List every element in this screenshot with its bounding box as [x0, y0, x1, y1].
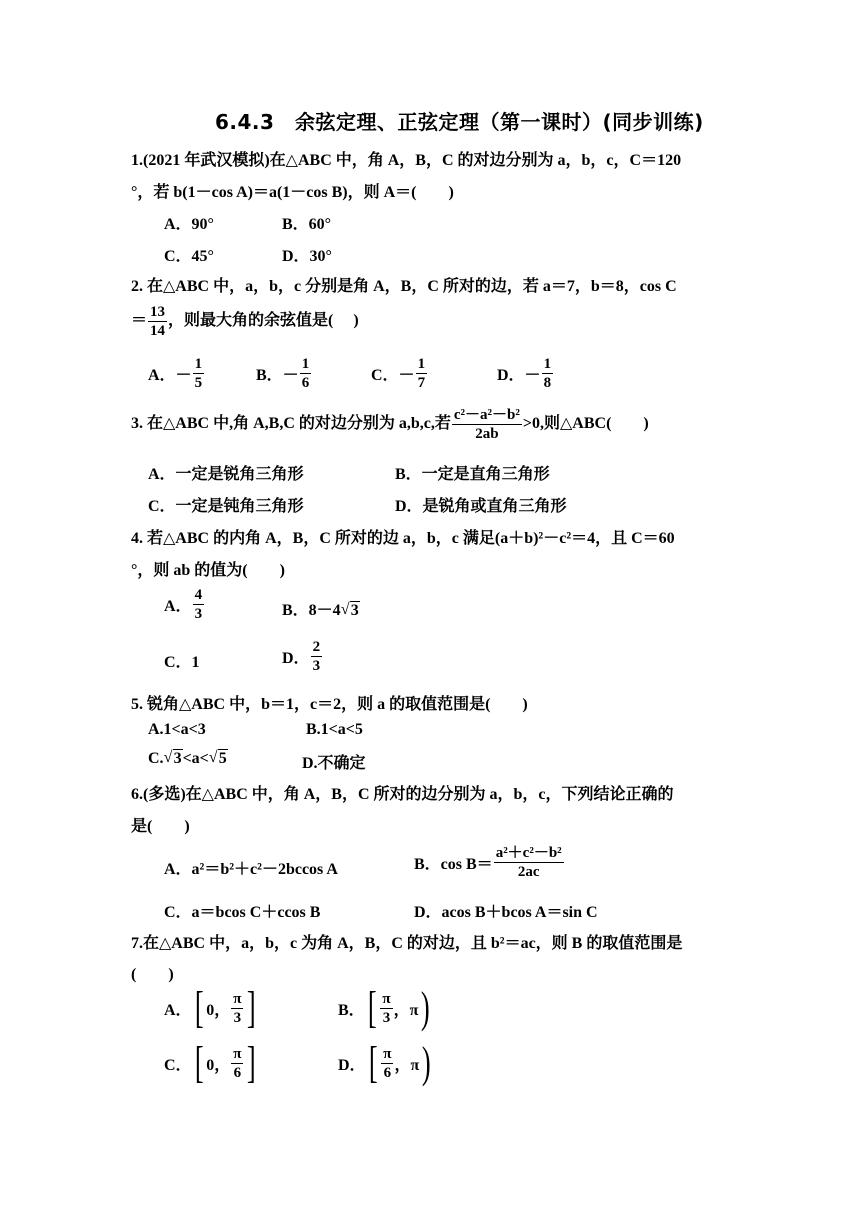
- q4-option-d-den: 3: [312, 658, 321, 674]
- q3-line1: [131, 406, 649, 443]
- q7-option-a-den: 3: [233, 1009, 242, 1026]
- q3-option-b: B．一定是直角三角形: [395, 466, 550, 483]
- q2-option-a-label: A．－: [148, 367, 192, 384]
- q3-option-c: C．一定是钝角三角形: [148, 498, 304, 515]
- q7-option-a: [164, 983, 259, 1032]
- q7-option-a-label: A．: [164, 1001, 192, 1019]
- q1-option-b: B．60°: [282, 216, 332, 233]
- q7-option-b-den: 3: [382, 1009, 391, 1026]
- q2-line2: [131, 303, 359, 340]
- q7-option-c-left-bracket: [: [194, 1038, 204, 1087]
- q1-option-a: A．90°: [164, 216, 214, 233]
- q2-option-b-den: 6: [301, 375, 310, 391]
- q1-option-c: C．45°: [164, 248, 214, 265]
- q3-suffix: >0,则△ABC( ): [522, 415, 649, 433]
- q7-option-a-num: π: [233, 990, 242, 1007]
- q2-option-a-num: 1: [194, 356, 203, 372]
- q7-option-a-left-bracket: [: [194, 983, 204, 1032]
- q3-fraction: [452, 406, 522, 443]
- q5-option-a: A.1<a<3: [148, 721, 206, 738]
- q2-option-a: [148, 355, 205, 392]
- q4-option-b-radicand: 3: [350, 602, 359, 619]
- q2-option-b-frac: [300, 355, 312, 392]
- q7-option-b-pi: ，π: [393, 1001, 419, 1019]
- q2-line1: 2. 在△ABC 中，a，b，c 分别是角 A，B，C 所对的边，若 a＝7，b＝8，cos C: [131, 278, 677, 295]
- q2-option-d: [497, 355, 554, 392]
- q5-option-b: B.1<a<5: [306, 721, 363, 738]
- q2-option-d-frac: [542, 355, 554, 392]
- q4-option-d-label: D．: [282, 650, 310, 667]
- q2-option-a-frac: [193, 355, 205, 392]
- q2-line2-rest: ，则最大角的余弦值是( ): [168, 312, 359, 330]
- q4-option-d-num: 2: [312, 639, 321, 655]
- q7-option-c: [164, 1038, 259, 1087]
- q2-frac-den: 14: [150, 323, 166, 339]
- q7-option-b: [338, 983, 433, 1032]
- q7-option-d-label: D．: [338, 1056, 366, 1074]
- q6-option-a: A．a²＝b²＋c²－2bccos A: [164, 861, 338, 878]
- q7-option-b-num: π: [382, 990, 391, 1007]
- q4-option-b-label: B．8－4: [282, 602, 341, 619]
- q2-frac-num: 13: [150, 304, 166, 320]
- q7-option-a-zero: 0，: [206, 1001, 231, 1019]
- q4-option-b: [282, 597, 360, 620]
- q6-option-b-frac: [494, 844, 564, 881]
- q2-option-c-num: 1: [417, 356, 426, 372]
- q7-option-c-right-bracket: ]: [247, 1038, 257, 1087]
- q2-option-d-label: D．－: [497, 367, 541, 384]
- q2-option-c-label: C．－: [371, 367, 415, 384]
- q7-option-b-frac: [380, 990, 392, 1027]
- q2-option-b-num: 1: [301, 356, 310, 372]
- q7-option-c-num: π: [233, 1045, 242, 1062]
- q6-option-b-den: 2ac: [517, 864, 540, 880]
- q7-line2: ( ): [131, 966, 174, 983]
- q7-option-c-frac: [231, 1045, 243, 1082]
- q5-option-c-label: C.: [148, 750, 164, 767]
- q7-option-d-pi: ，π: [394, 1056, 420, 1074]
- q5-option-c-radicand2: 5: [218, 750, 227, 767]
- q4-option-a-num: 4: [194, 587, 203, 603]
- q4-line2: °，则 ab 的值为( ): [131, 562, 285, 579]
- q2-option-c-frac: [416, 355, 428, 392]
- q6-option-b-label: B．cos B＝: [414, 856, 493, 873]
- q7-option-d: [338, 1038, 434, 1087]
- q4-option-d: [282, 638, 323, 675]
- q3-frac-den: 2ab: [475, 426, 499, 442]
- q7-option-b-label: B．: [338, 1001, 365, 1019]
- q2-equals: ＝: [131, 312, 148, 330]
- q3-option-a: A．一定是锐角三角形: [148, 466, 304, 483]
- q5-option-d: D.不确定: [302, 755, 366, 772]
- q4-option-a-label: A．: [164, 598, 192, 615]
- q2-option-a-den: 5: [194, 375, 203, 391]
- q4-line1: 4. 若△ABC 的内角 A，B，C 所对的边 a，b，c 满足(a＋b)²－c²＝4，且 C＝60: [131, 530, 675, 547]
- q6-line2: 是( ): [131, 818, 190, 835]
- q2-option-b-label: B．－: [256, 367, 299, 384]
- q6-option-c: C．a＝bcos C＋ccos B: [164, 904, 321, 921]
- q6-option-b: [414, 844, 565, 881]
- q1-line2: °，若 b(1－cos A)＝a(1－cos B)，则 A＝( ): [131, 184, 454, 201]
- q7-option-d-right-paren: ): [422, 1038, 431, 1087]
- q7-option-c-den: 6: [233, 1064, 242, 1081]
- q7-option-d-left-bracket: [: [368, 1038, 378, 1087]
- page-title: 6.4.3 余弦定理、正弦定理（第一课时）(同步训练): [215, 110, 704, 134]
- q2-option-b: [256, 355, 312, 392]
- q5-option-c-mid: <a<: [182, 750, 209, 767]
- q7-option-d-den: 6: [383, 1064, 392, 1081]
- q4-option-a: [164, 586, 205, 623]
- q3-prefix: 3. 在△ABC 中,角 A,B,C 的对边分别为 a,b,c,若: [131, 415, 451, 433]
- q2-option-c: [371, 355, 428, 392]
- q7-option-a-frac: [231, 990, 243, 1027]
- q3-frac-num: c²－a²－b²: [453, 407, 520, 423]
- q6-line1: 6.(多选)在△ABC 中，角 A，B，C 所对的边分别为 a，b，c，下列结论正确的: [131, 786, 674, 803]
- q1-line1: 1.(2021 年武汉模拟)在△ABC 中，角 A，B，C 的对边分别为 a，b，c，C＝120: [131, 152, 682, 169]
- q2-option-d-den: 8: [543, 375, 552, 391]
- q5-option-c-sqrt2: √ 5: [208, 749, 227, 767]
- q2-fraction: [148, 303, 167, 340]
- q7-option-b-left-bracket: [: [367, 983, 377, 1032]
- q7-option-a-right-bracket: ]: [247, 983, 257, 1032]
- q5-option-c: [148, 750, 228, 768]
- q4-option-a-frac: [193, 586, 205, 623]
- q4-option-b-sqrt: √ 3: [340, 601, 359, 619]
- q2-option-c-den: 7: [417, 375, 426, 391]
- q5-option-c-radicand1: 3: [173, 750, 182, 767]
- q4-option-d-frac: [311, 638, 323, 675]
- q4-option-a-den: 3: [194, 606, 203, 622]
- q5-line1: 5. 锐角△ABC 中，b＝1，c＝2，则 a 的取值范围是( ): [131, 696, 528, 713]
- q2-option-d-num: 1: [543, 356, 552, 372]
- q6-option-d: D．acos B＋bcos A＝sin C: [414, 904, 598, 921]
- q7-option-d-num: π: [383, 1045, 392, 1062]
- q3-option-d: D．是锐角或直角三角形: [395, 498, 567, 515]
- q7-option-d-frac: [381, 1045, 393, 1082]
- q7-option-b-right-paren: ): [421, 983, 431, 1032]
- q7-line1: 7.在△ABC 中，a，b，c 为角 A，B，C 的对边，且 b²＝ac，则 B 的取值范围是: [131, 935, 683, 952]
- q1-option-d: D．30°: [282, 248, 332, 265]
- q7-option-c-zero: 0，: [206, 1056, 231, 1074]
- q7-option-c-label: C．: [164, 1056, 192, 1074]
- q6-option-b-num: a²＋c²－b²: [495, 845, 562, 861]
- q4-option-c: C．1: [164, 654, 200, 671]
- q5-option-c-sqrt1: √ 3: [163, 749, 182, 767]
